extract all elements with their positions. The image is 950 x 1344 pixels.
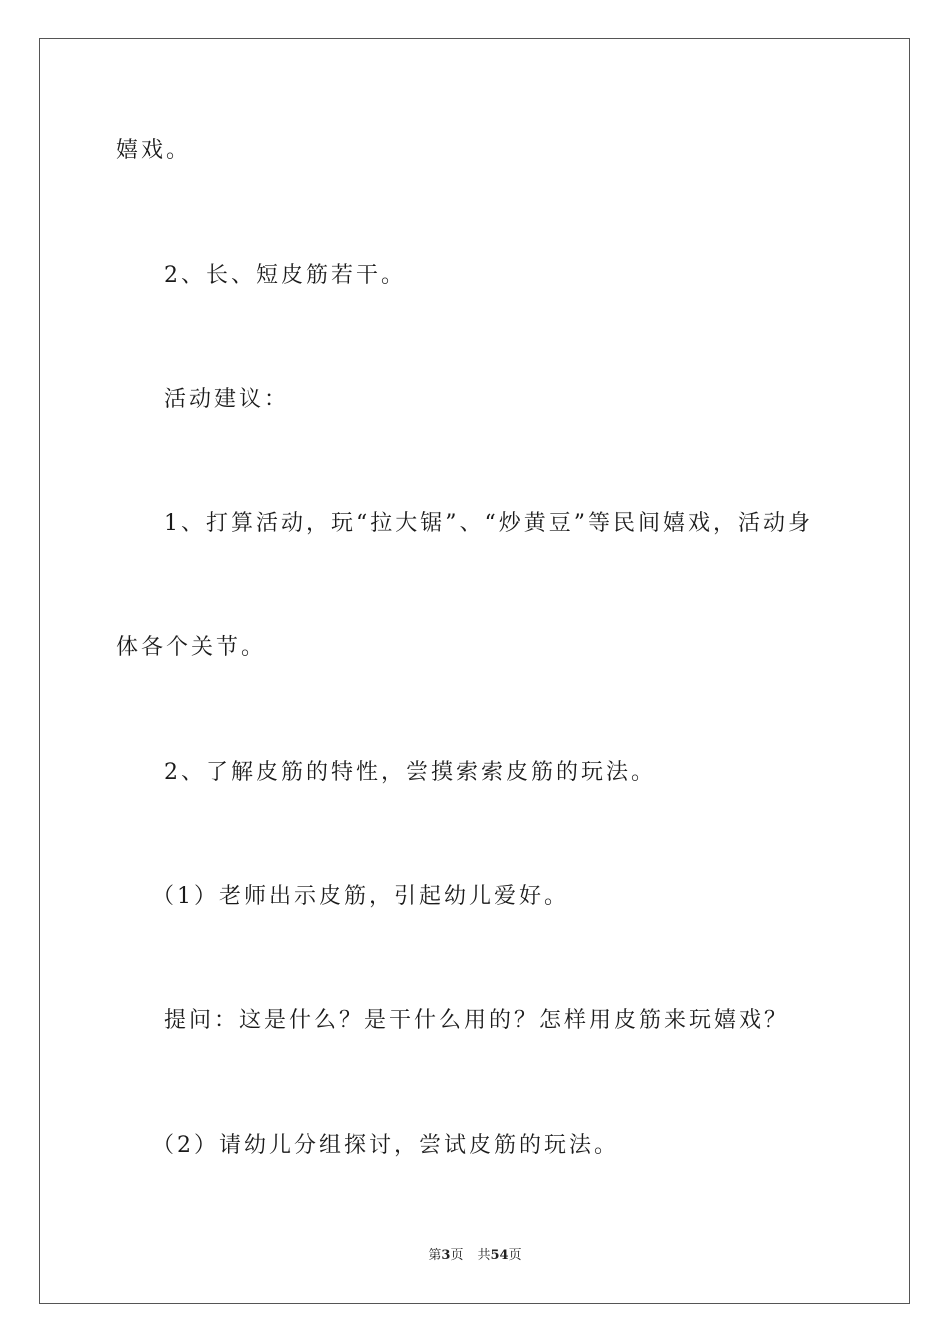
footer-page-suffix: 页 [450, 1248, 464, 1263]
footer-current-page: 3 [441, 1248, 451, 1263]
page-footer [0, 1247, 950, 1265]
paragraph-material-2: 2、长、短皮筋若干。 [164, 263, 406, 288]
paragraph-step-2: 2、了解皮筋的特性，尝摸索索皮筋的玩法。 [164, 760, 656, 785]
paragraph-continuation: 嬉戏。 [116, 138, 192, 163]
paragraph-step-1: 1、打算活动，玩“拉大锯”、“炒黄豆”等民间嬉戏，活动身 [164, 511, 813, 536]
paragraph-substep-1: （1）老师出示皮筋，引起幼儿爱好。 [152, 884, 569, 909]
footer-total-prefix: 共 [477, 1248, 491, 1263]
paragraph-step-1-continuation: 体各个关节。 [116, 635, 267, 660]
section-heading-activity-suggestions: 活动建议： [164, 387, 290, 412]
footer-prefix: 第 [428, 1248, 442, 1263]
footer-total-pages: 54 [490, 1248, 509, 1263]
footer-total-suffix: 页 [508, 1248, 522, 1263]
paragraph-question: 提问：这是什么？是干什么用的？怎样用皮筋来玩嬉戏？ [164, 1008, 790, 1033]
page-border [39, 38, 910, 1304]
paragraph-substep-2: （2）请幼儿分组探讨，尝试皮筋的玩法。 [152, 1133, 619, 1158]
